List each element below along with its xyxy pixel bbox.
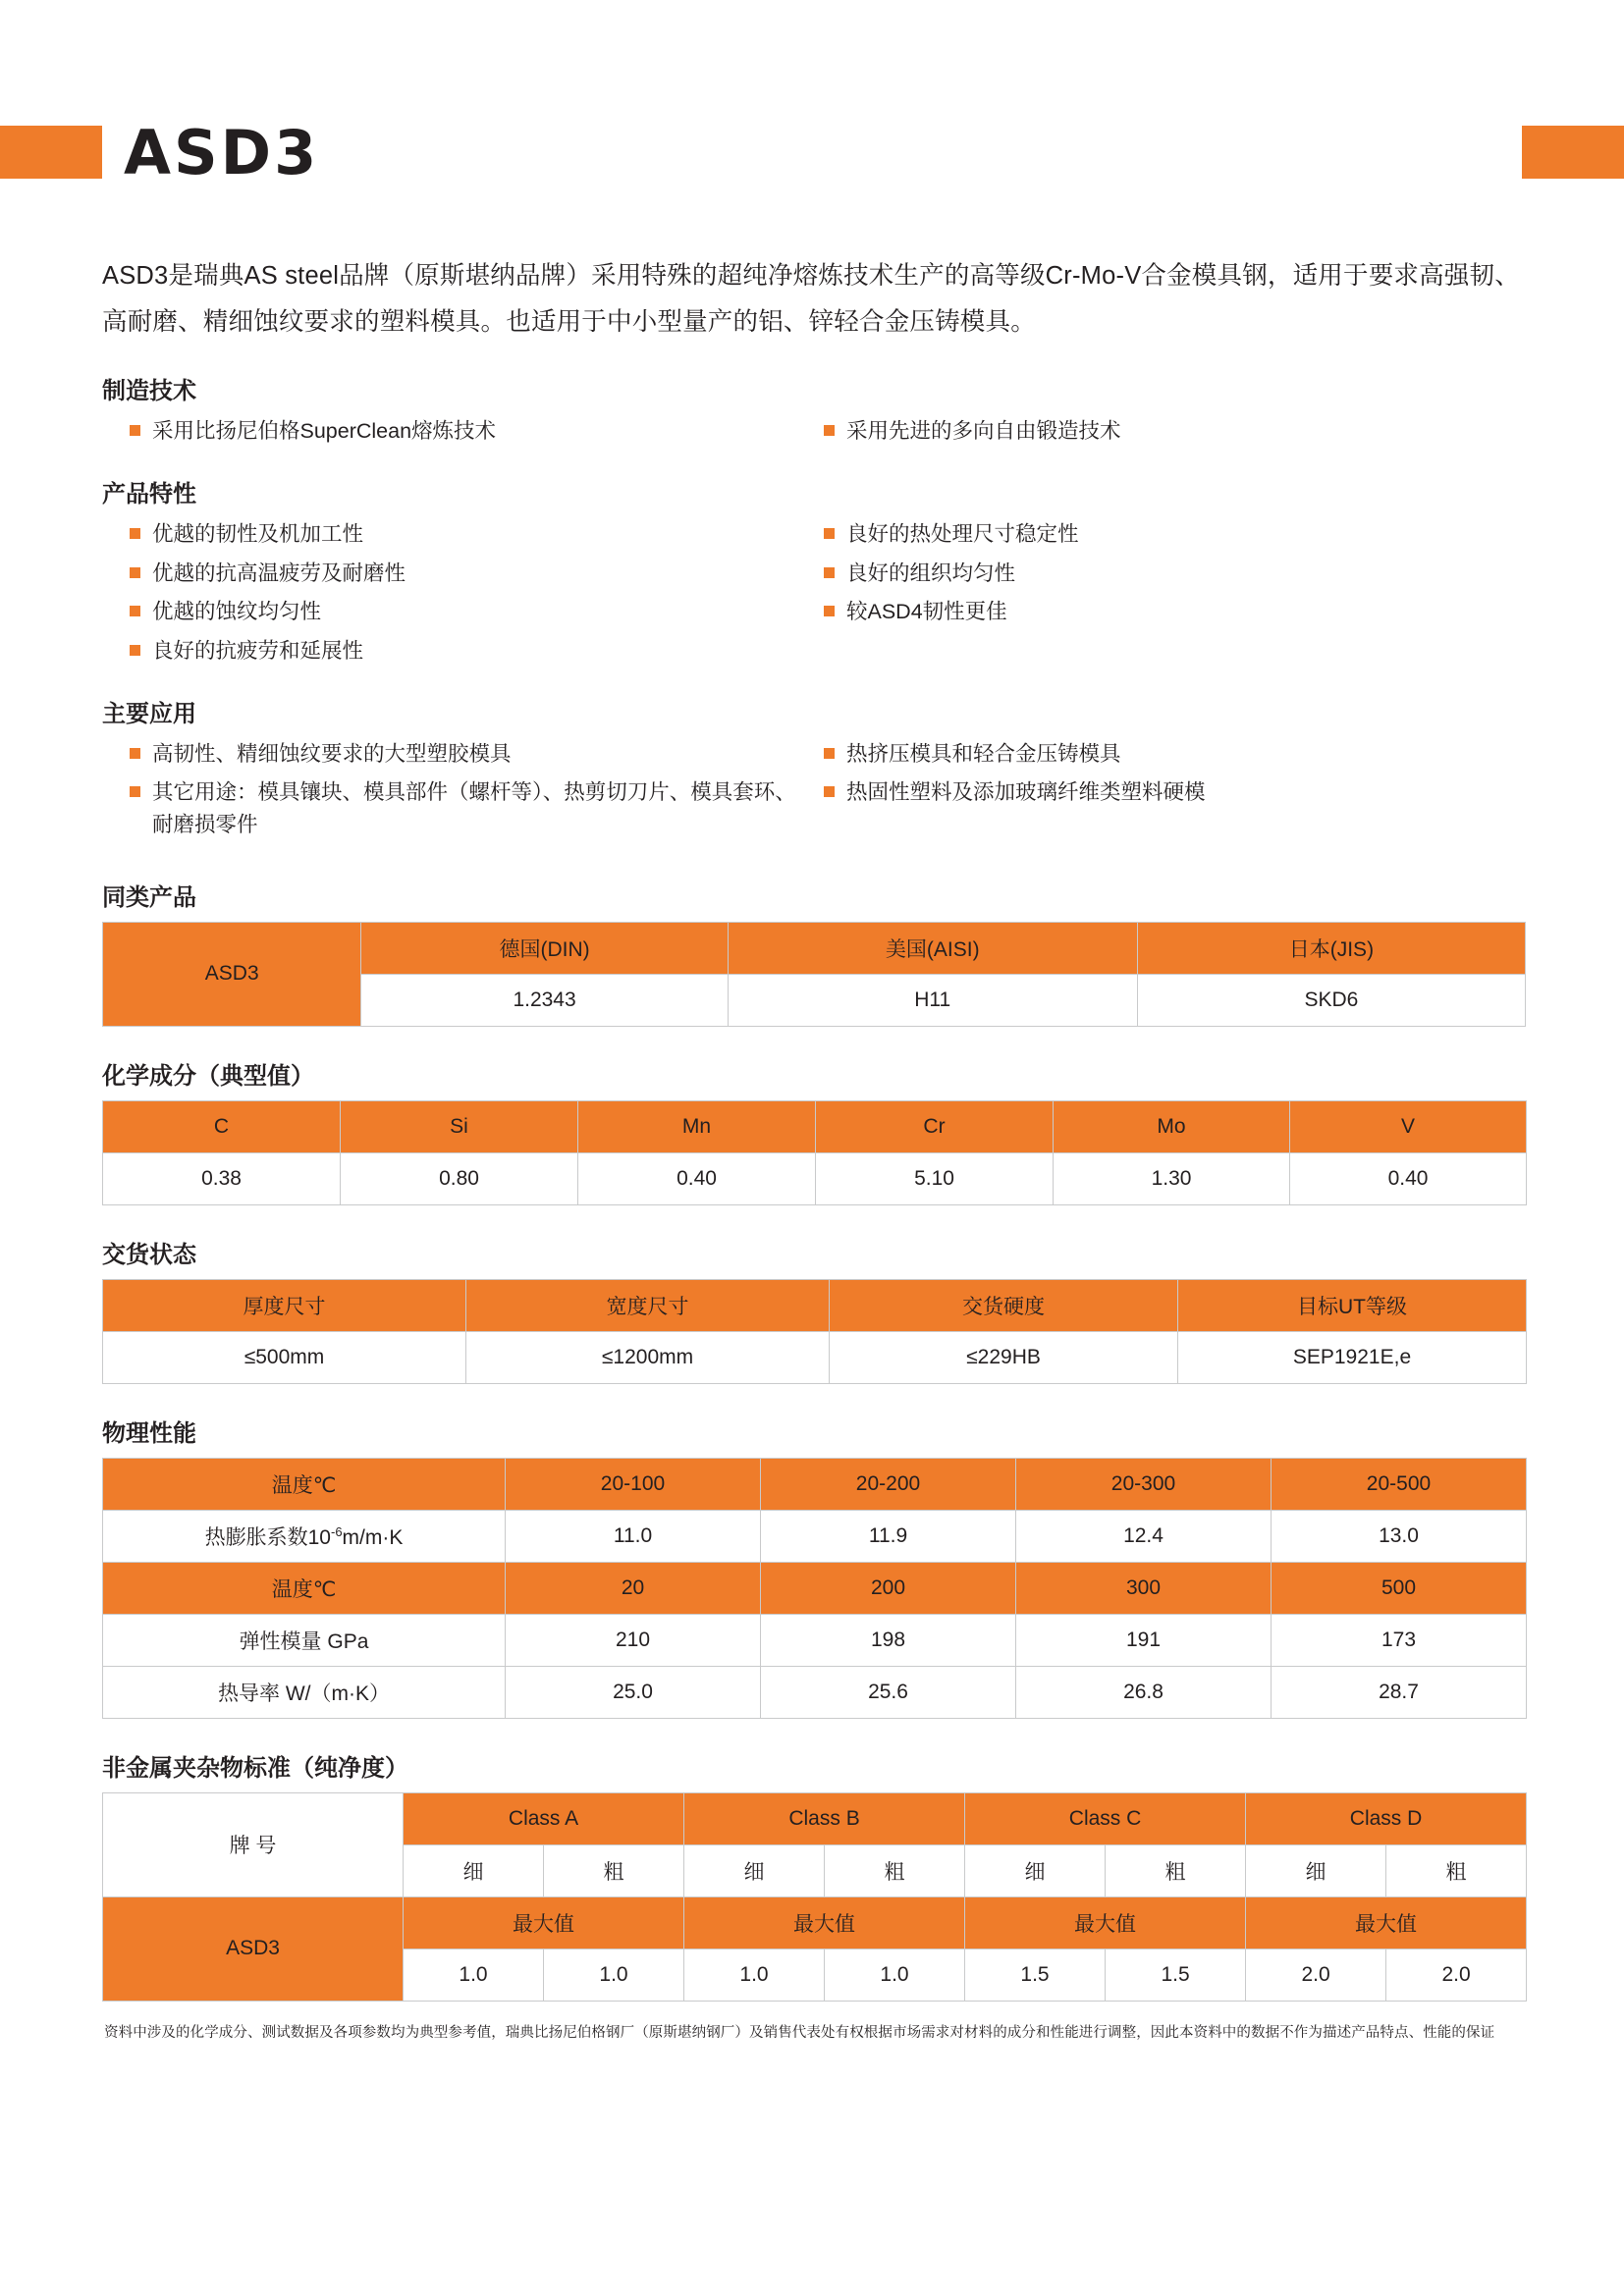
equivalents-standard-header: 日本(JIS) <box>1137 922 1525 974</box>
list-item <box>824 518 1526 551</box>
physical-expansion-value: 12.4 <box>1016 1510 1272 1562</box>
inclusions-sub-header: 粗 <box>544 1844 684 1896</box>
list-item-label: 采用比扬尼伯格SuperClean熔炼技术 <box>152 419 497 444</box>
bullet-columns-applications <box>102 738 1526 848</box>
section-manufacturing <box>102 371 1526 454</box>
inclusions-value: 1.0 <box>404 1949 544 2001</box>
chemistry-element-header: Si <box>341 1100 578 1152</box>
delivery-value: SEP1921E,e <box>1178 1331 1527 1383</box>
physical-conductivity-value: 25.0 <box>506 1666 761 1718</box>
chemistry-element-header: V <box>1290 1100 1527 1152</box>
square-bullet-icon <box>130 606 140 616</box>
inclusions-sub-header: 粗 <box>1386 1844 1527 1896</box>
chemistry-table <box>102 1100 1527 1205</box>
inclusions-grade-name: ASD3 <box>103 1896 404 2001</box>
inclusions-sub-header: 细 <box>1246 1844 1386 1896</box>
physical-conductivity-value: 26.8 <box>1016 1666 1272 1718</box>
chemistry-element-header: C <box>103 1100 341 1152</box>
square-bullet-icon <box>824 748 835 759</box>
list-item <box>130 776 814 840</box>
inclusions-sub-header: 粗 <box>825 1844 965 1896</box>
physical-temp-point: 20 <box>506 1562 761 1614</box>
bullet-column-left <box>102 738 814 848</box>
chemistry-value: 0.38 <box>103 1152 341 1204</box>
square-bullet-icon <box>824 786 835 797</box>
square-bullet-icon <box>130 567 140 578</box>
inclusions-class-header: Class C <box>965 1792 1246 1844</box>
inclusions-value: 1.0 <box>684 1949 825 2001</box>
delivery-table <box>102 1279 1527 1384</box>
title-container <box>102 102 1522 204</box>
delivery-value: ≤1200mm <box>466 1331 830 1383</box>
delivery-header: 厚度尺寸 <box>103 1279 466 1331</box>
square-bullet-icon <box>824 528 835 539</box>
bullet-column-left <box>102 415 814 454</box>
list-item <box>824 738 1526 771</box>
section-heading-features: 产品特性 <box>102 481 196 508</box>
physical-temp-point: 300 <box>1016 1562 1272 1614</box>
chemistry-element-header: Cr <box>816 1100 1054 1152</box>
physical-modulus-value: 198 <box>761 1614 1016 1666</box>
equivalents-value: SKD6 <box>1137 974 1525 1026</box>
list-item <box>130 558 814 590</box>
inclusions-sub-header: 细 <box>404 1844 544 1896</box>
list-item <box>130 518 814 551</box>
inclusions-sub-header: 细 <box>965 1844 1106 1896</box>
section-heading-manufacturing: 制造技术 <box>102 378 196 405</box>
list-item <box>824 596 1526 628</box>
physical-temp-point: 500 <box>1272 1562 1527 1614</box>
list-item-label: 采用先进的多向自由锻造技术 <box>846 419 1121 444</box>
bullet-columns-manufacturing <box>102 415 1526 454</box>
square-bullet-icon <box>130 786 140 797</box>
physical-temp-range: 20-300 <box>1016 1458 1272 1510</box>
list-item-label: 高韧性、精细蚀纹要求的大型塑胶模具 <box>152 741 512 766</box>
table-row <box>103 1510 1527 1562</box>
list-item <box>824 415 1526 448</box>
list-item-label: 优越的韧性及机加工性 <box>152 522 364 547</box>
table-row <box>103 1458 1527 1510</box>
chemistry-value: 0.40 <box>1290 1152 1527 1204</box>
section-heading-delivery: 交货状态 <box>102 1241 196 1268</box>
physical-conductivity-value: 25.6 <box>761 1666 1016 1718</box>
table-row <box>103 1614 1527 1666</box>
physical-conductivity-value: 28.7 <box>1272 1666 1527 1718</box>
inclusions-max-label: 最大值 <box>684 1896 965 1949</box>
equivalents-value: 1.2343 <box>361 974 728 1026</box>
list-item <box>130 415 814 448</box>
bullet-column-right <box>814 415 1526 454</box>
list-item <box>824 558 1526 590</box>
section-applications <box>102 694 1526 848</box>
list-item-label: 优越的抗高温疲劳及耐磨性 <box>152 561 406 585</box>
list-item-label: 热固性塑料及添加玻璃纤维类塑料硬模 <box>846 780 1206 805</box>
chemistry-value: 5.10 <box>816 1152 1054 1204</box>
chemistry-element-header: Mn <box>578 1100 816 1152</box>
table-row <box>103 1279 1527 1331</box>
physical-temp-range: 20-500 <box>1272 1458 1527 1510</box>
inclusions-value: 1.0 <box>825 1949 965 2001</box>
square-bullet-icon <box>130 528 140 539</box>
inclusions-sub-header: 粗 <box>1106 1844 1246 1896</box>
square-bullet-icon <box>130 645 140 656</box>
delivery-value: ≤229HB <box>830 1331 1178 1383</box>
section-heading-inclusions: 非金属夹杂物标准（纯净度） <box>102 1754 408 1782</box>
list-item-label: 热挤压模具和轻合金压铸模具 <box>846 741 1121 766</box>
physical-expansion-value: 13.0 <box>1272 1510 1527 1562</box>
inclusions-max-label: 最大值 <box>1246 1896 1527 1949</box>
physical-modulus-value: 210 <box>506 1614 761 1666</box>
expansion-label-text: 热膨胀系数10 <box>204 1525 331 1549</box>
equivalents-standard-header: 德国(DIN) <box>361 922 728 974</box>
table-row <box>103 1100 1527 1152</box>
section-heading-physical: 物理性能 <box>102 1419 196 1447</box>
physical-temp-range: 20-200 <box>761 1458 1016 1510</box>
chemistry-value: 0.40 <box>578 1152 816 1204</box>
delivery-header: 宽度尺寸 <box>466 1279 830 1331</box>
equivalents-value: H11 <box>728 974 1137 1026</box>
document-content <box>102 253 1526 2044</box>
inclusions-value: 2.0 <box>1246 1949 1386 2001</box>
physical-temp-label-2: 温度℃ <box>103 1562 506 1614</box>
section-features <box>102 474 1526 674</box>
chemistry-element-header: Mo <box>1054 1100 1290 1152</box>
chemistry-value: 1.30 <box>1054 1152 1290 1204</box>
delivery-value: ≤500mm <box>103 1331 466 1383</box>
bullet-columns-features <box>102 518 1526 674</box>
square-bullet-icon <box>824 606 835 616</box>
physical-temp-label: 温度℃ <box>103 1458 506 1510</box>
table-row <box>103 1331 1527 1383</box>
inclusions-name-header: 牌 号 <box>103 1792 404 1896</box>
physical-properties-table <box>102 1458 1527 1719</box>
chemistry-value: 0.80 <box>341 1152 578 1204</box>
expansion-exponent: -6 <box>330 1523 343 1539</box>
inclusions-max-label: 最大值 <box>404 1896 684 1949</box>
inclusions-value: 2.0 <box>1386 1949 1527 2001</box>
table-row <box>103 1666 1527 1718</box>
equivalents-grade-name: ASD3 <box>103 922 361 1026</box>
section-heading-equivalents: 同类产品 <box>102 883 196 911</box>
list-item <box>130 738 814 771</box>
inclusions-value: 1.5 <box>1106 1949 1246 2001</box>
inclusions-table <box>102 1792 1527 2002</box>
delivery-header: 交货硬度 <box>830 1279 1178 1331</box>
inclusions-class-header: Class D <box>1246 1792 1527 1844</box>
page-title: ASD3 <box>102 123 349 184</box>
inclusions-max-label: 最大值 <box>965 1896 1246 1949</box>
inclusions-class-header: Class A <box>404 1792 684 1844</box>
inclusions-class-header: Class B <box>684 1792 965 1844</box>
inclusions-value: 1.0 <box>544 1949 684 2001</box>
physical-temp-point: 200 <box>761 1562 1016 1614</box>
inclusions-value: 1.5 <box>965 1949 1106 2001</box>
expansion-unit: m/m·K <box>342 1525 404 1549</box>
square-bullet-icon <box>824 425 835 436</box>
list-item-label: 较ASD4韧性更佳 <box>846 600 1007 624</box>
footnote-text: 资料中涉及的化学成分、测试数据及各项参数均为典型参考值，瑞典比扬尼伯格钢厂（原斯堪纳钢厂）及销售代表处有权根据市场需求对材料的成分和性能进行调整，因此本资料中的数据不作为描述产品特点、性能的保证 <box>104 2024 1495 2041</box>
list-item <box>824 776 1526 809</box>
table-row <box>103 1896 1527 1949</box>
equivalents-table <box>102 922 1526 1027</box>
physical-expansion-label <box>103 1510 506 1562</box>
section-heading-applications: 主要应用 <box>102 700 196 727</box>
table-row <box>103 1792 1527 1844</box>
list-item <box>130 596 814 628</box>
table-row <box>103 922 1526 974</box>
square-bullet-icon <box>130 425 140 436</box>
square-bullet-icon <box>130 748 140 759</box>
list-item-label: 良好的热处理尺寸稳定性 <box>846 522 1079 547</box>
list-item <box>130 635 814 667</box>
equivalents-standard-header: 美国(AISI) <box>728 922 1137 974</box>
physical-modulus-value: 191 <box>1016 1614 1272 1666</box>
delivery-header: 目标UT等级 <box>1178 1279 1527 1331</box>
intro-paragraph: ASD3是瑞典AS steel品牌（原斯堪纳品牌）采用特殊的超纯净熔炼技术生产的高等级Cr-Mo-V合金模具钢，适用于要求高强韧、高耐磨、精细蚀纹要求的塑料模具。也适用于中小型量产的铝、锌轻合金压铸模具。 <box>102 262 1520 337</box>
list-item-label: 良好的抗疲劳和延展性 <box>152 639 364 664</box>
bullet-column-right <box>814 518 1526 674</box>
physical-temp-range: 20-100 <box>506 1458 761 1510</box>
list-item-label: 优越的蚀纹均匀性 <box>152 600 322 624</box>
table-row <box>103 1152 1527 1204</box>
physical-modulus-value: 173 <box>1272 1614 1527 1666</box>
square-bullet-icon <box>824 567 835 578</box>
physical-conductivity-label: 热导率 W/（m·K） <box>103 1666 506 1718</box>
bullet-column-right <box>814 738 1526 848</box>
inclusions-sub-header: 细 <box>684 1844 825 1896</box>
physical-expansion-value: 11.0 <box>506 1510 761 1562</box>
physical-expansion-value: 11.9 <box>761 1510 1016 1562</box>
bullet-column-left <box>102 518 814 674</box>
table-row <box>103 1562 1527 1614</box>
section-heading-chemistry: 化学成分（典型值） <box>102 1062 314 1090</box>
list-item-label: 良好的组织均匀性 <box>846 561 1016 585</box>
physical-modulus-label: 弹性模量 GPa <box>103 1614 506 1666</box>
list-item-label: 其它用途：模具镶块、模具部件（螺杆等）、热剪切刀片、模具套环、耐磨损零件 <box>152 780 796 837</box>
